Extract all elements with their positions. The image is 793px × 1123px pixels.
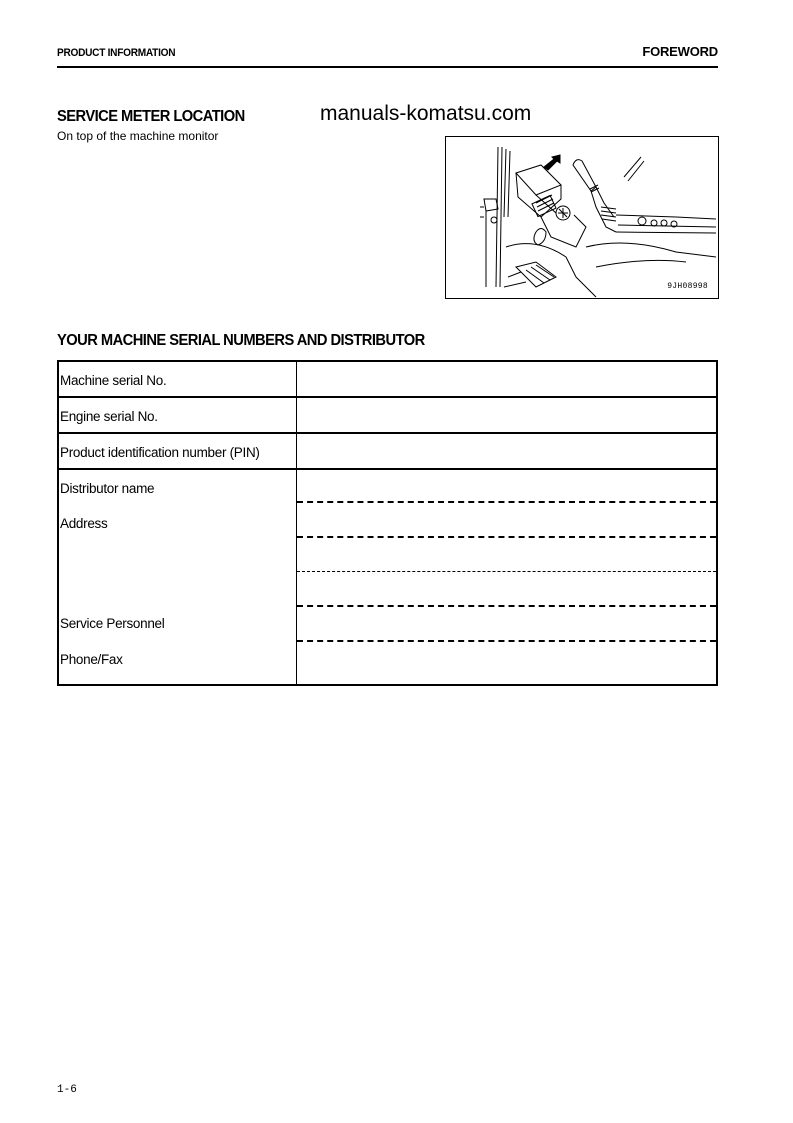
watermark-text: manuals-komatsu.com [320, 102, 532, 125]
address-line-1[interactable] [297, 536, 716, 538]
phone-fax-field[interactable] [297, 645, 716, 681]
table-row-machine-serial [59, 362, 716, 398]
page-number: 1-6 [57, 1084, 77, 1096]
service-personnel-label: Service Personnel [60, 616, 165, 631]
pin-field[interactable] [297, 434, 716, 468]
service-meter-figure [445, 136, 719, 299]
service-meter-description: On top of the machine monitor [57, 129, 219, 143]
page-header [57, 44, 718, 68]
figure-code: 9JH08998 [667, 282, 708, 291]
header-section-label: PRODUCT INFORMATION [57, 47, 176, 59]
serial-numbers-table [57, 360, 718, 686]
service-personnel-line[interactable] [297, 640, 716, 642]
table-row-pin [59, 434, 716, 470]
machine-serial-field[interactable] [297, 362, 716, 396]
distributor-name-line[interactable] [297, 501, 716, 503]
header-chapter-label: FOREWORD [642, 44, 718, 59]
address-line-2[interactable] [297, 571, 716, 572]
phone-fax-label: Phone/Fax [60, 652, 123, 667]
table-row-engine-serial [59, 398, 716, 434]
machine-monitor-illustration-icon [446, 137, 720, 300]
distributor-fields [297, 470, 716, 684]
distributor-labels [59, 470, 297, 684]
service-meter-title: SERVICE METER LOCATION [57, 108, 245, 125]
address-line-3[interactable] [297, 605, 716, 607]
address-label: Address [60, 516, 108, 531]
distributor-name-label: Distributor name [60, 481, 155, 496]
machine-serial-label: Machine serial No. [59, 362, 297, 396]
pin-label: Product identification number (PIN) [59, 434, 297, 468]
engine-serial-field[interactable] [297, 398, 716, 432]
serial-section-title: YOUR MACHINE SERIAL NUMBERS AND DISTRIBUTOR [57, 332, 425, 349]
distributor-block [59, 470, 716, 686]
engine-serial-label: Engine serial No. [59, 398, 297, 432]
